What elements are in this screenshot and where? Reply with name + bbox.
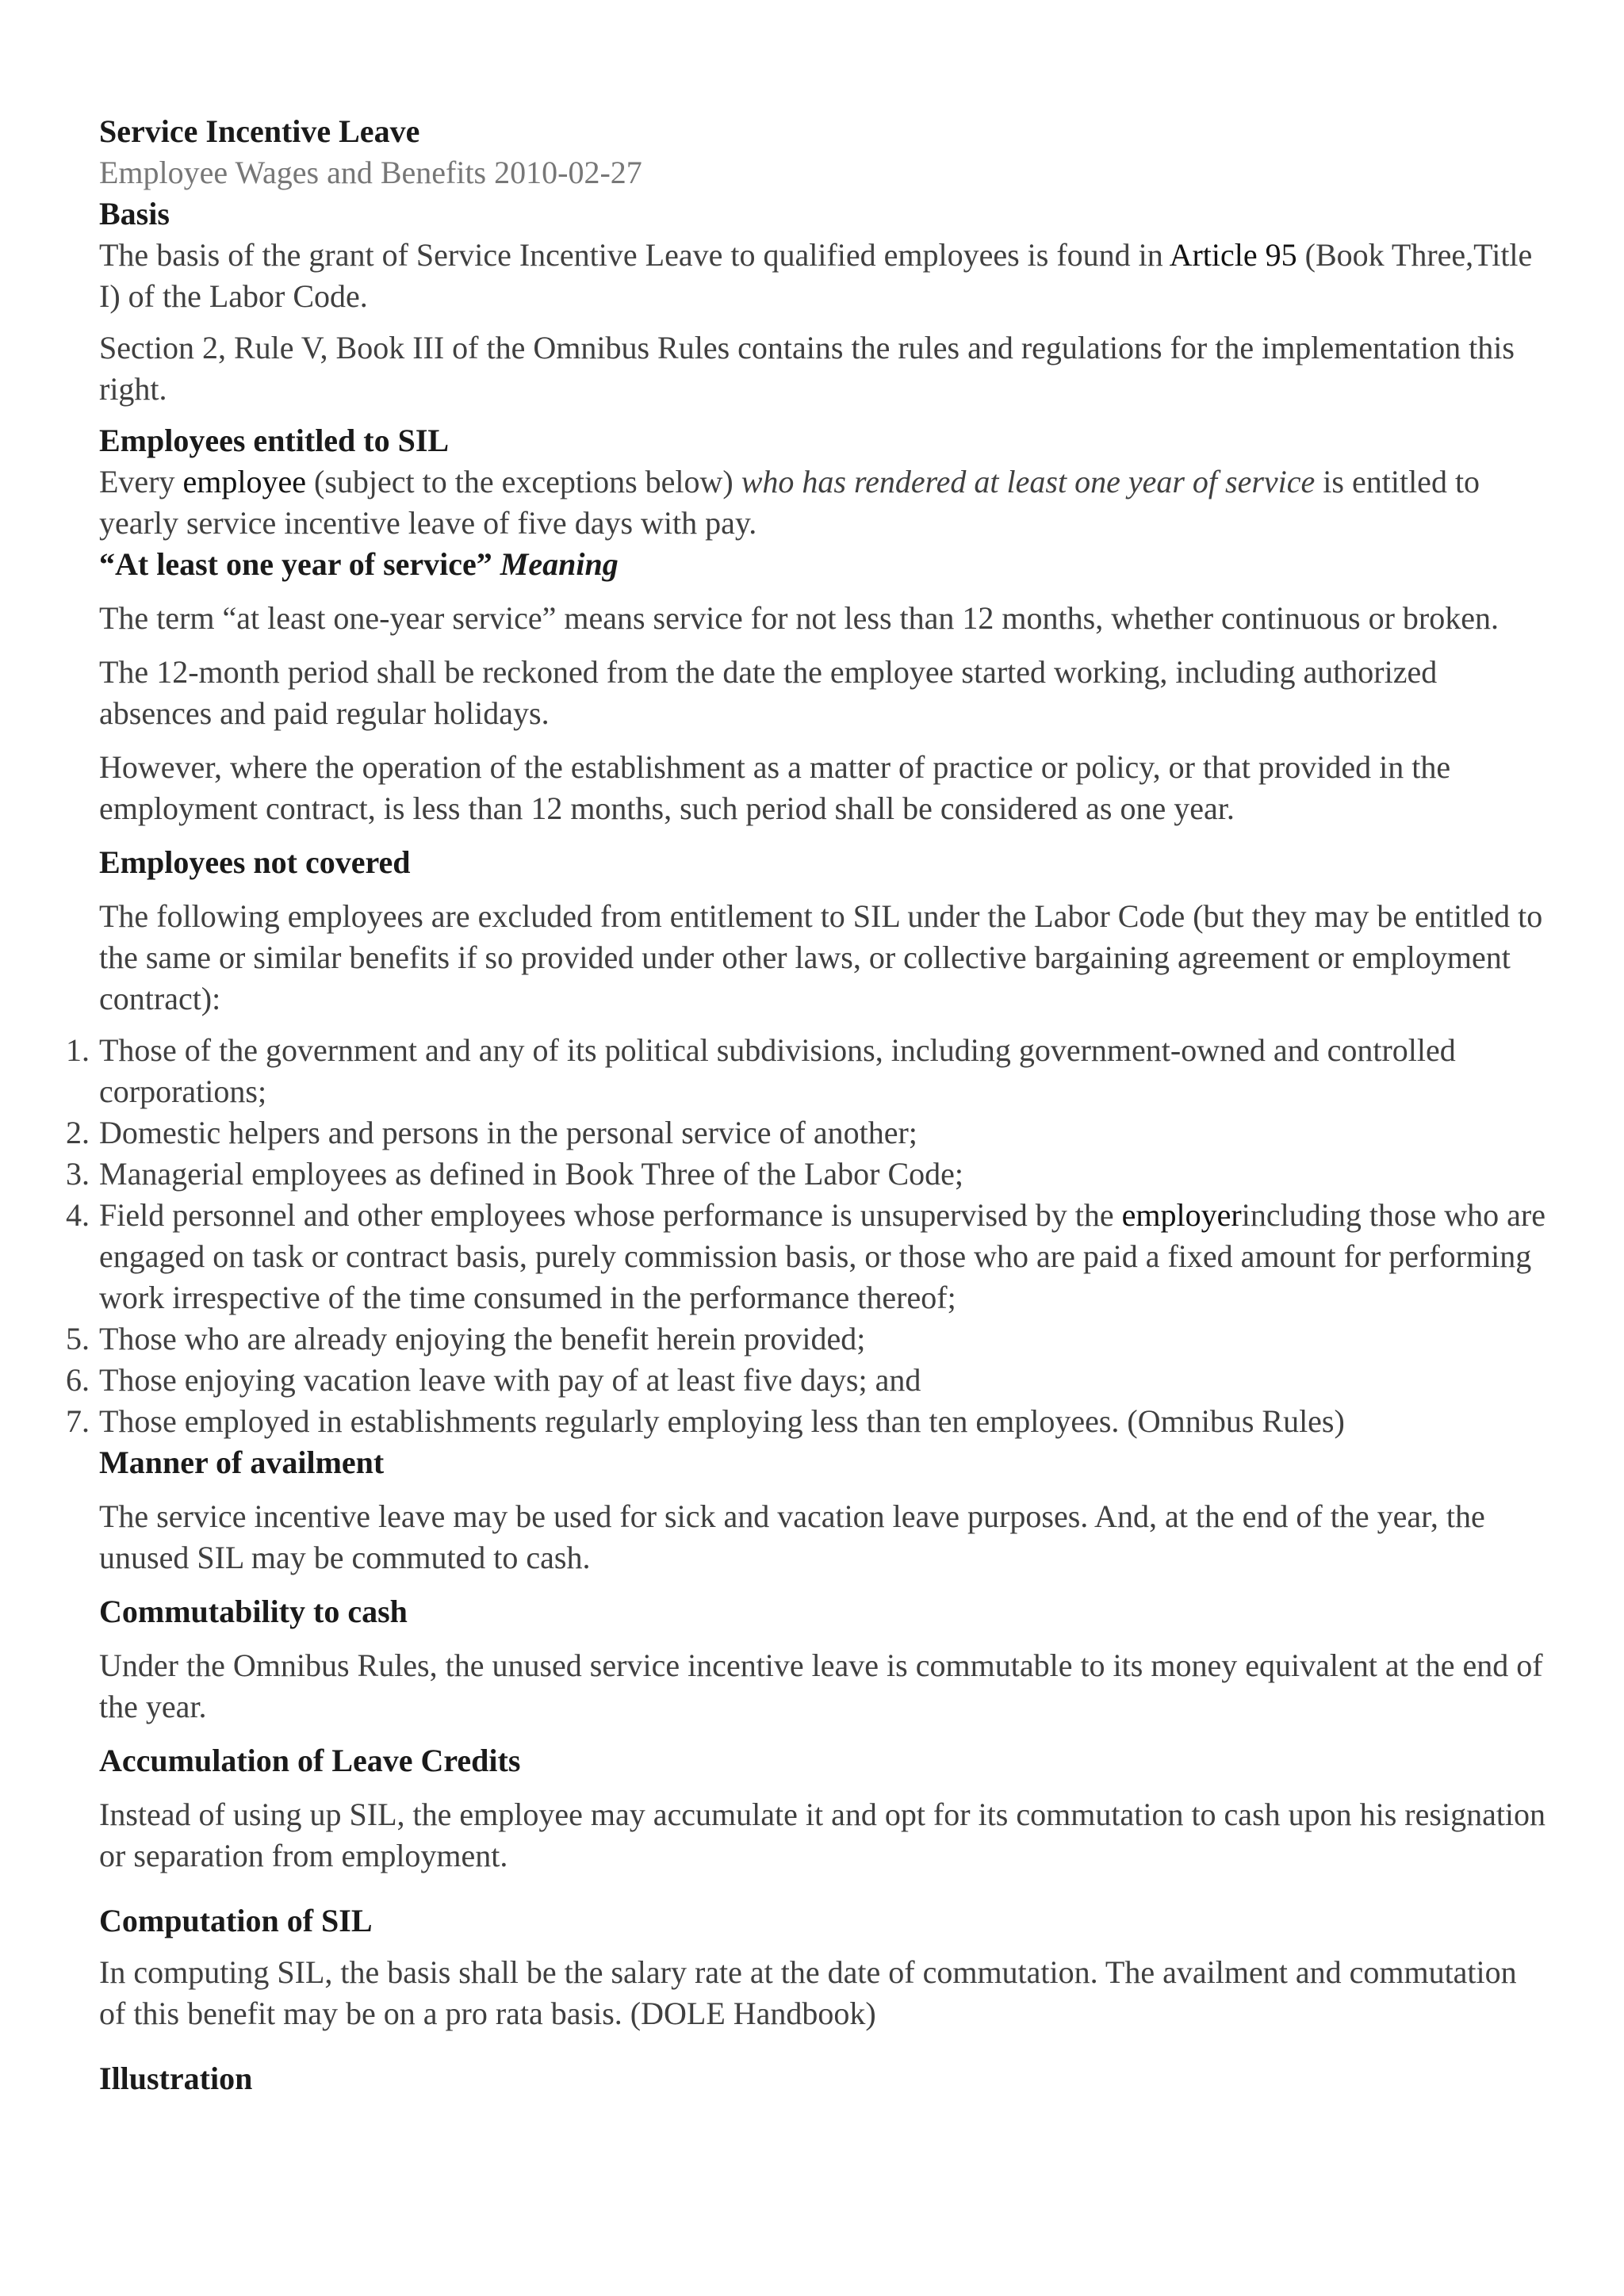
list-item-text: Managerial employees as defined in Book Three of the Labor Code;	[99, 1156, 964, 1192]
list-item	[66, 1360, 1550, 1401]
heading-meaning-italic: Meaning	[500, 546, 619, 582]
document-title: Service Incentive Leave	[99, 113, 420, 149]
list-number: 6.	[66, 1362, 90, 1398]
document-body	[66, 111, 1550, 2099]
not-covered-paragraph: The following employees are excluded from entitlement to SIL under the Labor Code (but they may be entitled to the same or similar benefits if so provided under other laws, or collective bargaining agreement or employment contract):	[99, 898, 1543, 1016]
entitled-text-mid: (subject to the exceptions below)	[306, 464, 741, 499]
heading-accumulation: Accumulation of Leave Credits	[99, 1743, 521, 1778]
list-item	[66, 1401, 1550, 1442]
list-item-text: Domestic helpers and persons in the personal service of another;	[99, 1115, 917, 1150]
employee-link[interactable]: employee	[182, 464, 307, 499]
entitled-text: Every	[99, 464, 183, 499]
entitled-italic: who has rendered at least one year of service	[741, 464, 1316, 499]
employer-link[interactable]: employer	[1121, 1197, 1242, 1233]
list-item-text: Those enjoying vacation leave with pay of at least five days; and	[99, 1362, 921, 1398]
heading-entitled: Employees entitled to SIL	[99, 423, 450, 458]
list-item	[66, 1154, 1550, 1195]
list-number: 4.	[66, 1197, 90, 1233]
list-number: 5.	[66, 1321, 90, 1357]
computation-paragraph: In computing SIL, the basis shall be the salary rate at the date of commutation. The availment and commutation of this benefit may be on a pro rata basis. (DOLE Handbook)	[99, 1954, 1517, 2031]
list-item-text-end: including those who are engaged on task or contract basis, purely commission basis, or those who are paid a fixed amount for performing work irrespective of the time consumed in the performance thereof;	[99, 1197, 1545, 1315]
basis-text-end: (Book Three,Title I) of the Labor Code.	[99, 237, 1533, 314]
article-95-link[interactable]: Article 95	[1169, 237, 1297, 273]
list-item	[66, 1030, 1550, 1112]
heading-availment: Manner of availment	[99, 1445, 385, 1480]
document-meta: Employee Wages and Benefits 2010-02-27	[99, 155, 642, 190]
meaning-paragraph-2: The 12-month period shall be reckoned from the date the employee started working, including authorized absences and paid regular holidays.	[99, 654, 1438, 731]
heading-basis: Basis	[99, 196, 170, 232]
basis-text: The basis of the grant of Service Incentive Leave to qualified employees is found in	[99, 237, 1170, 273]
availment-paragraph: The service incentive leave may be used for sick and vacation leave purposes. And, at the end of the year, the unused SIL may be commuted to cash.	[99, 1498, 1485, 1575]
list-number: 2.	[66, 1115, 90, 1150]
list-item-text: Field personnel and other employees whose performance is unsupervised by the	[99, 1197, 1122, 1233]
commutability-paragraph: Under the Omnibus Rules, the unused service incentive leave is commutable to its money equivalent at the end of the year.	[99, 1647, 1543, 1724]
list-number: 3.	[66, 1156, 90, 1192]
heading-meaning	[99, 544, 1550, 585]
basis-paragraph-2: Section 2, Rule V, Book III of the Omnibus Rules contains the rules and regulations for the implementation this right.	[99, 330, 1515, 407]
meaning-paragraph-3: However, where the operation of the establishment as a matter of practice or policy, or that provided in the employment contract, is less than 12 months, such period shall be considered as one year.	[99, 749, 1451, 826]
list-item-text: Those of the government and any of its political subdivisions, including government-owned and controlled corporations;	[99, 1032, 1456, 1109]
heading-meaning-quote: “At least one year of service”	[99, 546, 500, 582]
exclusions-list	[66, 1030, 1550, 1442]
heading-illustration: Illustration	[99, 2061, 253, 2096]
heading-commutability: Commutability to cash	[99, 1594, 408, 1629]
accumulation-paragraph: Instead of using up SIL, the employee may accumulate it and opt for its commutation to cash upon his resignation or separation from employment.	[99, 1797, 1546, 1873]
list-number: 7.	[66, 1403, 90, 1439]
entitled-paragraph	[99, 461, 1550, 544]
list-item-text: Those who are already enjoying the benefit herein provided;	[99, 1321, 866, 1357]
list-item	[66, 1195, 1550, 1318]
basis-paragraph-1	[99, 235, 1550, 317]
list-item	[66, 1318, 1550, 1360]
list-item-text: Those employed in establishments regularly employing less than ten employees. (Omnibus Rules)	[99, 1403, 1345, 1439]
meaning-paragraph-1: The term “at least one-year service” means service for not less than 12 months, whether continuous or broken.	[99, 600, 1499, 636]
entitled-text-end: is entitled to yearly service incentive leave of five days with pay.	[99, 464, 1480, 541]
list-number: 1.	[66, 1032, 90, 1068]
heading-computation: Computation of SIL	[99, 1903, 373, 1938]
heading-not-covered: Employees not covered	[99, 844, 411, 880]
list-item	[66, 1112, 1550, 1154]
